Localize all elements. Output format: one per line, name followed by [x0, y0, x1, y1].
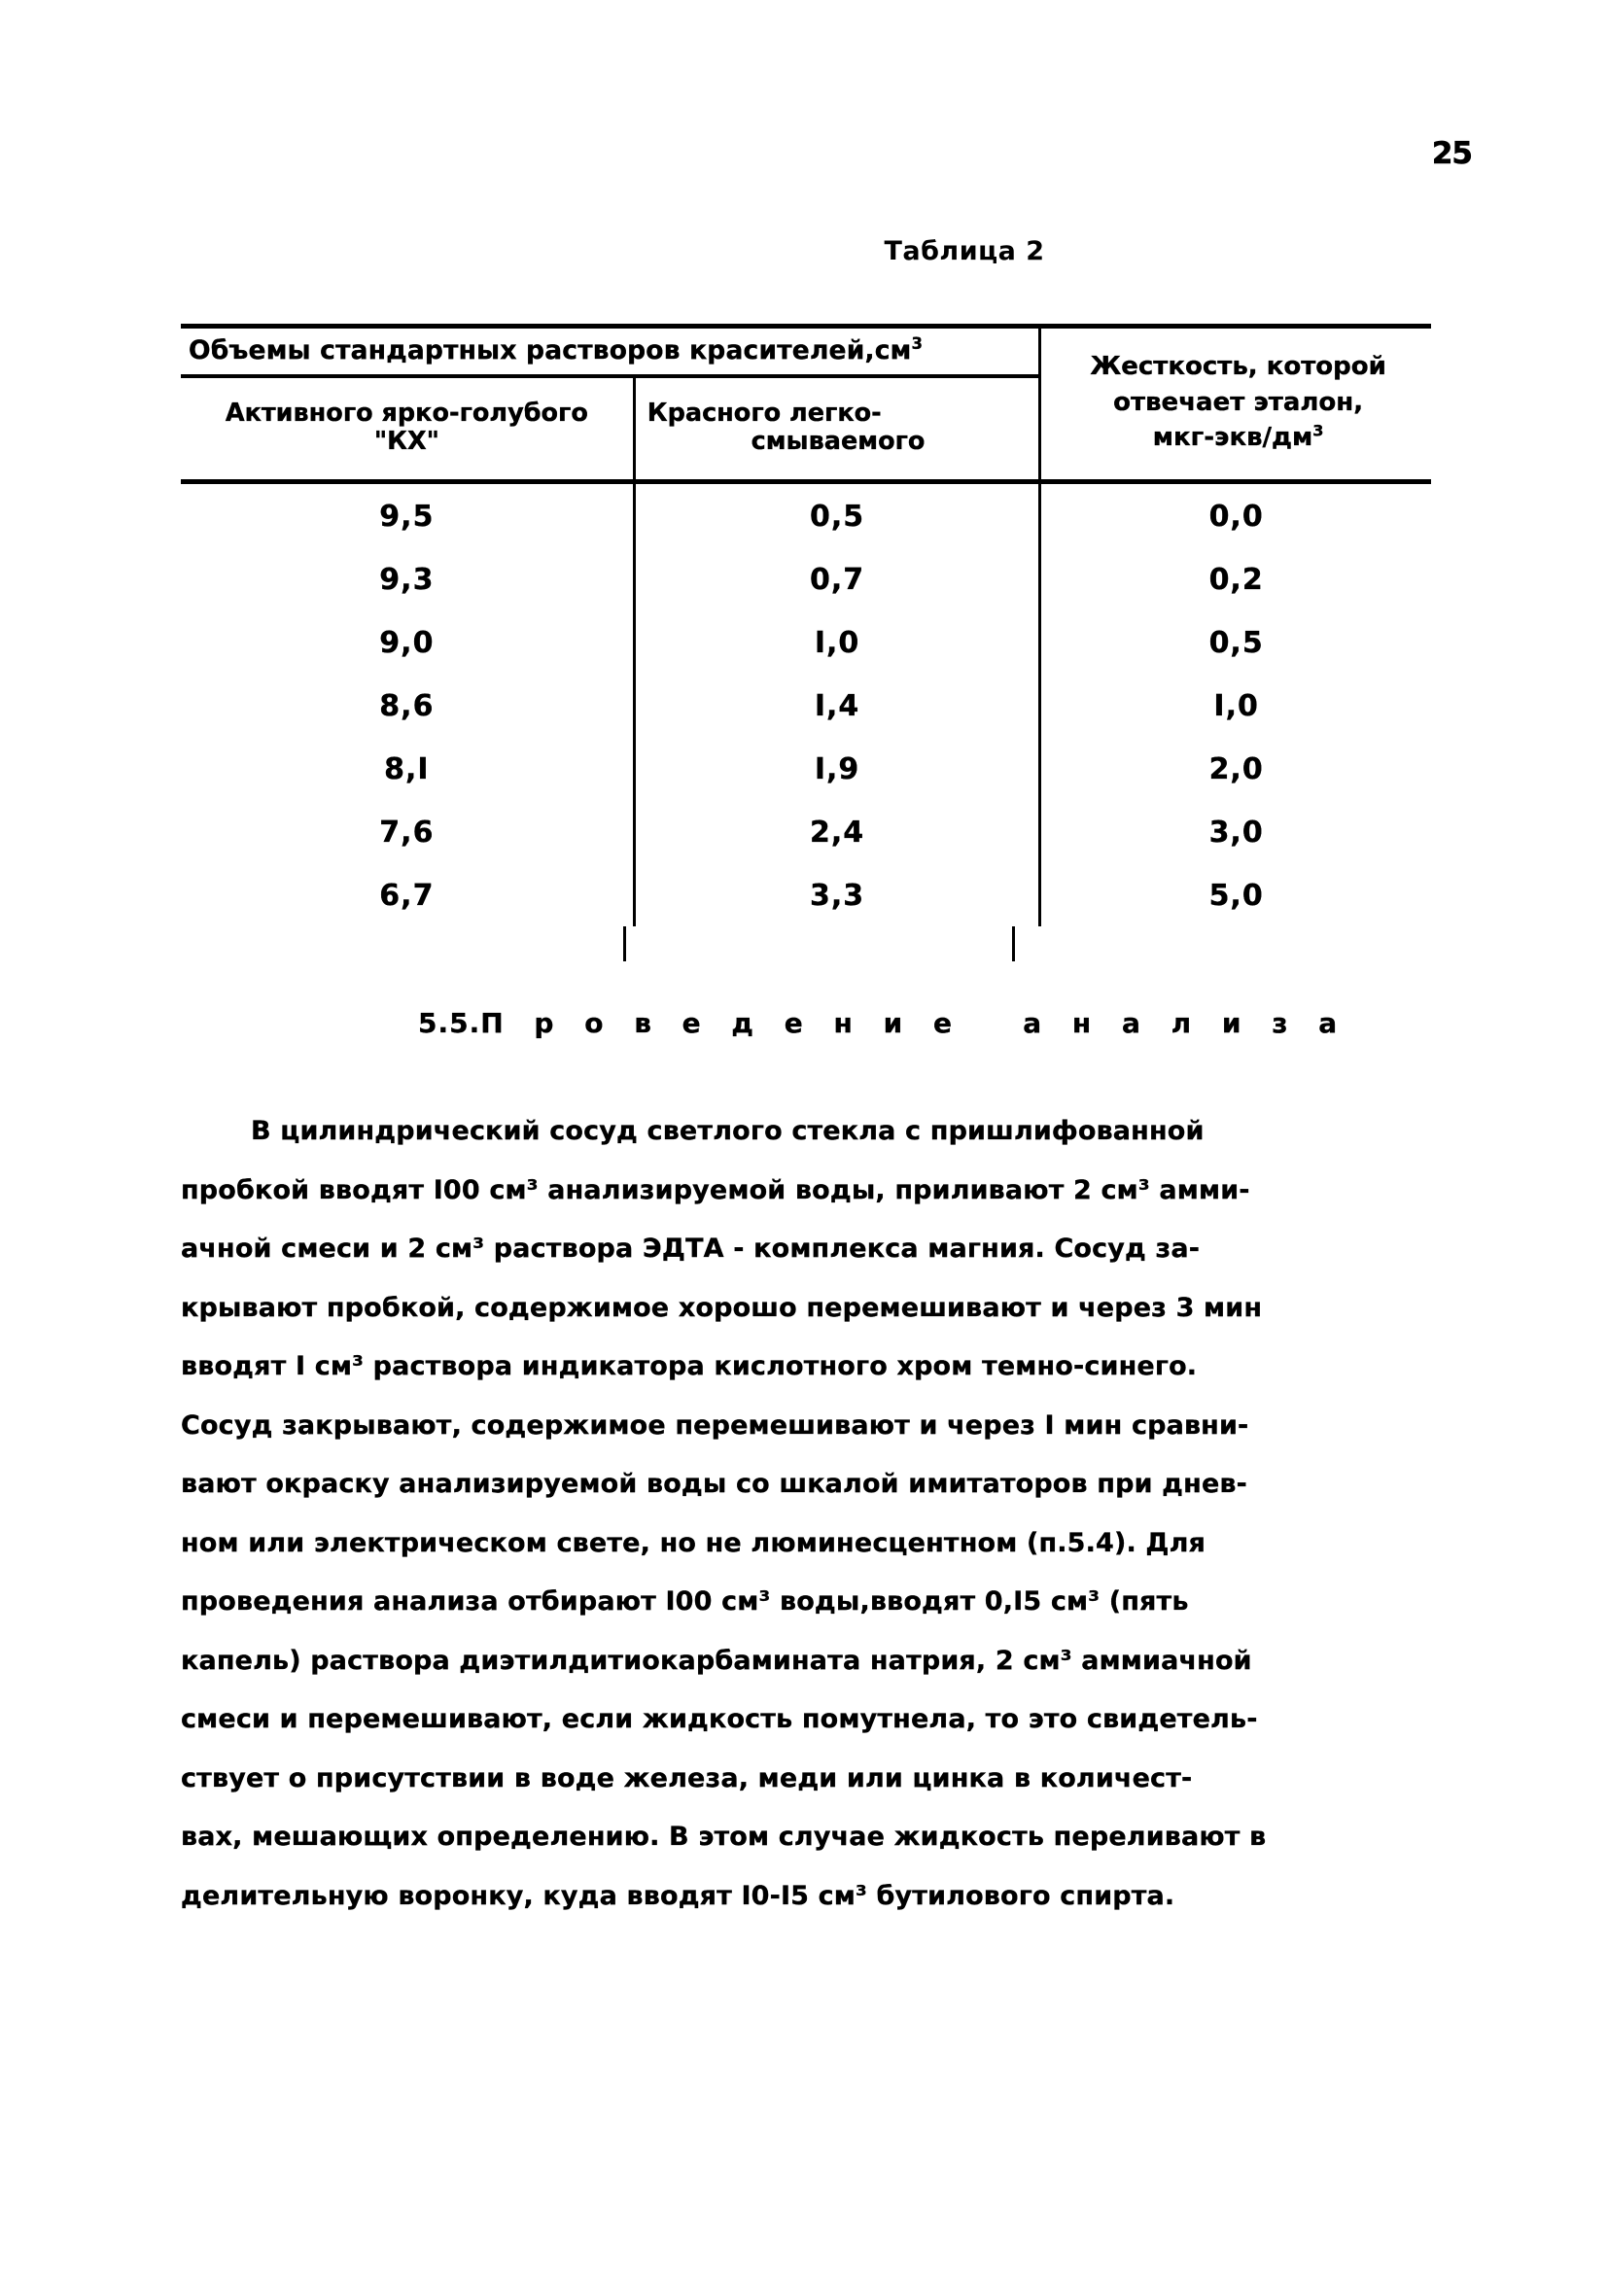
subheader-blue-dye-line1: Активного ярко-голубого [225, 399, 588, 429]
body-line: Сосуд закрывают, содержимое перемешивают и через I мин сравни- [181, 1409, 1249, 1441]
cell-hardness: 5,0 [1040, 863, 1431, 926]
body-line: В цилиндрический сосуд светлого стекла с пришлифованной [251, 1116, 1205, 1146]
body-line: проведения анализа отбирают I00 см³ воды,вводят 0,I5 см³ (пять [181, 1586, 1189, 1617]
body-line: капель) раствора диэтилдитиокарбамината натрия, 2 см³ аммиачной [181, 1645, 1252, 1676]
cell-red-dye: 0,7 [634, 547, 1040, 610]
subheader-blue-dye-line2: "КХ" [373, 427, 439, 456]
header-hardness-sup: 3 [1312, 421, 1324, 440]
table-row [181, 800, 1431, 863]
subheader-red-dye-line2: смываемого [751, 427, 926, 456]
table-row [181, 482, 1431, 548]
data-table-container [181, 324, 1431, 965]
subheader-red-dye-line1: Красного легко- [647, 399, 882, 429]
cell-red-dye: 0,5 [634, 482, 1040, 548]
cell-blue-dye: 9,5 [181, 482, 634, 548]
cell-red-dye: I,0 [634, 610, 1040, 674]
table-header-span-row [181, 327, 1431, 377]
header-hardness-units: мкг-экв/дм [1152, 423, 1313, 453]
table-row [181, 674, 1431, 737]
cell-hardness: I,0 [1040, 674, 1431, 737]
standards-table [181, 324, 1431, 926]
header-hardness-line1: Жесткость, которой [1090, 351, 1386, 381]
cell-blue-dye: 8,I [384, 752, 430, 786]
header-volumes [181, 327, 1040, 377]
table-row [181, 737, 1431, 800]
cell-hardness: 0,2 [1040, 547, 1431, 610]
column-divider-1-tail [623, 926, 626, 961]
body-line: делительную воронку, куда вводят I0-I5 см³ бутилового спирта. [181, 1880, 1175, 1911]
table-row [181, 863, 1431, 926]
body-line: пробкой вводят I00 см³ анализируемой воды, приливают 2 см³ амми- [181, 1174, 1250, 1205]
header-volumes-text: Объемы стандартных растворов красителей,см [189, 335, 912, 365]
table-row [181, 547, 1431, 610]
cell-red-dye: 2,4 [634, 800, 1040, 863]
cell-hardness: 2,0 [1040, 737, 1431, 800]
body-line: ствует о присутствии в воде железа, меди или цинка в количест- [181, 1762, 1193, 1793]
body-line: ном или электрическом свете, но не люминесцентном (п.5.4). Для [181, 1527, 1206, 1558]
body-line: вводят I см³ раствора индикатора кислотного хром темно-синего. [181, 1351, 1198, 1381]
cell-red-dye: I,9 [634, 737, 1040, 800]
body-line: ачной смеси и 2 см³ раствора ЭДТА - комплекса магния. Сосуд за- [181, 1234, 1201, 1264]
body-line: смеси и перемешивают, если жидкость помутнела, то это свидетель- [181, 1704, 1258, 1734]
cell-blue-dye: 9,0 [379, 626, 435, 660]
table-caption: Таблица 2 [884, 236, 1045, 266]
subheader-blue-dye [181, 376, 634, 482]
cell-blue-dye: 7,6 [379, 816, 435, 850]
section-title: П р о в е д е н и е а н а л и з а [480, 1007, 1348, 1039]
cell-blue-dye: 9,3 [379, 563, 435, 597]
cell-hardness: 0,0 [1040, 482, 1431, 548]
cell-red-dye: I,4 [634, 674, 1040, 737]
header-volumes-sup: 3 [911, 334, 923, 354]
body-line: вают окраску анализируемой воды со шкалой имитаторов при днев- [181, 1469, 1247, 1499]
subheader-red-dye [634, 376, 1040, 482]
cell-hardness: 3,0 [1040, 800, 1431, 863]
cell-red-dye: 3,3 [634, 863, 1040, 926]
cell-hardness: 0,5 [1040, 610, 1431, 674]
page-number: 25 [1431, 136, 1472, 171]
section-heading [418, 1007, 1347, 1039]
cell-blue-dye: 6,7 [379, 879, 435, 913]
body-line: крывают пробкой, содержимое хорошо перемешивают и через 3 мин [181, 1292, 1263, 1323]
column-divider-2-tail [1012, 926, 1015, 961]
body-paragraph [181, 1116, 1433, 1939]
cell-blue-dye: 8,6 [379, 689, 435, 723]
body-line: вах, мешающих определению. В этом случае жидкость переливают в [181, 1822, 1267, 1852]
table-row [181, 610, 1431, 674]
header-hardness-line3 [1055, 420, 1421, 456]
header-hardness-line2: отвечает эталон, [1113, 387, 1364, 417]
header-hardness [1040, 327, 1431, 482]
section-number: 5.5. [418, 1007, 481, 1039]
